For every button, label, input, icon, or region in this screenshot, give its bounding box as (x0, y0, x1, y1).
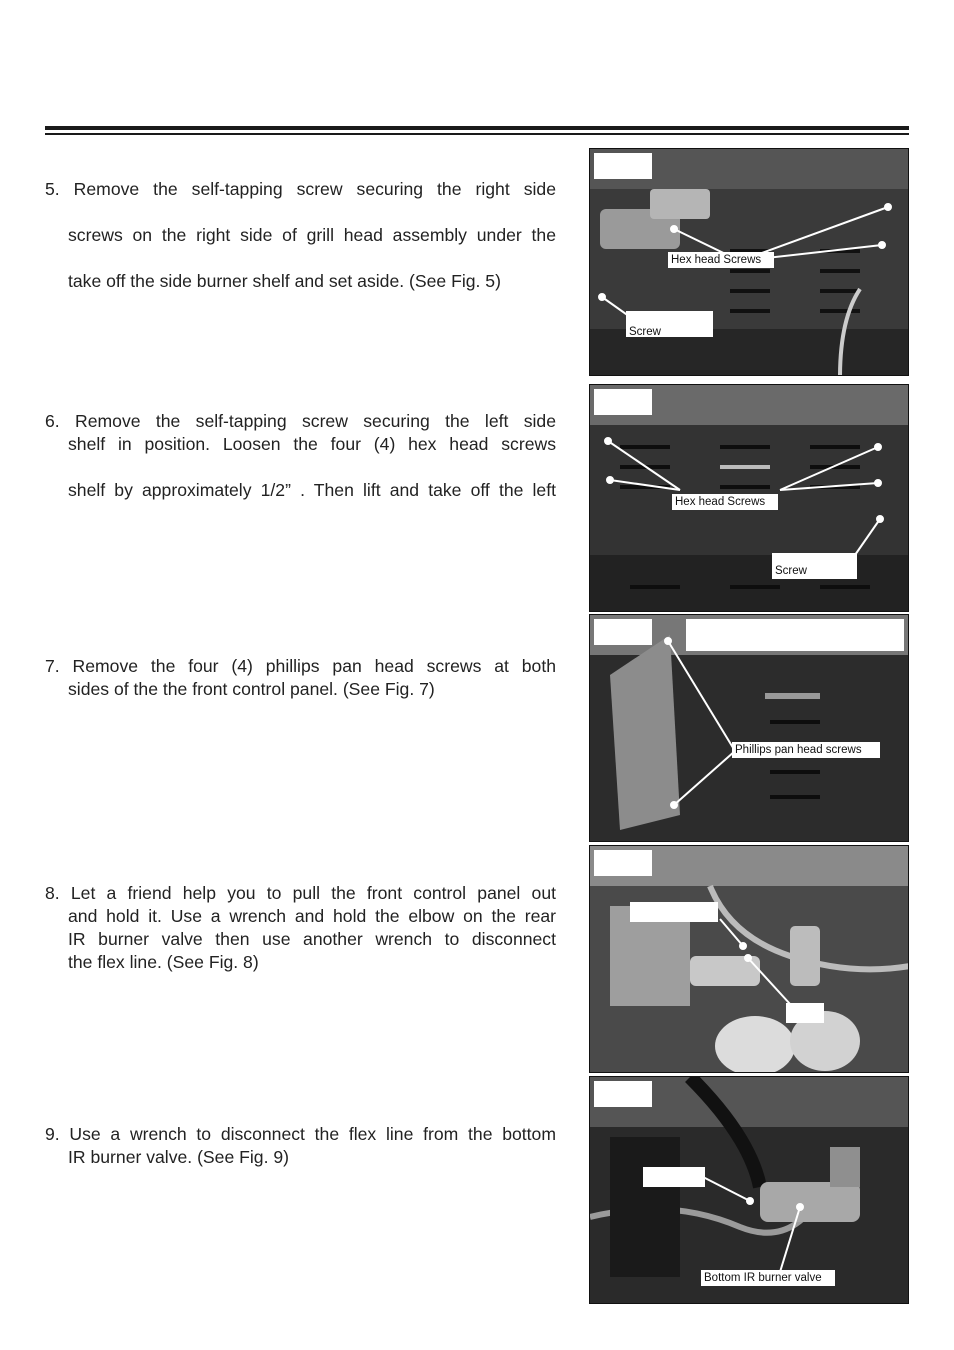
step-7-line-2: sides of the the front control panel. (See Fig. 7) (68, 679, 435, 699)
figure-5-tag (594, 153, 652, 179)
figure-5-label-screw: Screw (626, 311, 713, 337)
figure-9-photo (589, 1076, 909, 1304)
step-8-text (45, 882, 556, 974)
figure-8-photo (589, 845, 909, 1073)
step-6-line-1: 6. Remove the self-tapping screw securing the left side (45, 411, 556, 431)
header-rule-thin (45, 133, 909, 135)
step-6-line-2: shelf in position. Loosen the four (4) hex head screws (68, 434, 556, 454)
figure-6-label-hex-screws: Hex head Screws (672, 494, 778, 510)
figure-6-tag (594, 389, 652, 415)
figure-7-label-phillips-screws: Phillips pan head screws (732, 742, 880, 758)
figure-8-callout-1 (630, 902, 718, 922)
step-5-line-1: 5. Remove the self-tapping screw securing the right side (45, 179, 556, 199)
step-8-line-3: IR burner valve then use another wrench to disconnect (68, 929, 556, 949)
step-9-line-1: 9. Use a wrench to disconnect the flex line from the bottom (45, 1124, 556, 1144)
figure-5-label-hex-screws: Hex head Screws (668, 252, 774, 268)
figure-6-photo (589, 384, 909, 612)
step-7-line-1: 7. Remove the four (4) phillips pan head screws at both (45, 656, 556, 676)
figure-6-label-screw: Screw (772, 553, 857, 579)
step-5-line-2: screws on the right side of grill head assembly under the (68, 225, 556, 245)
figure-7-tag (594, 619, 652, 645)
step-7-text (45, 655, 556, 701)
figure-9-tag (594, 1081, 652, 1107)
step-8-line-4: the flex line. (See Fig. 8) (68, 952, 259, 972)
figure-9-label-bottom-valve: Bottom IR burner valve (701, 1270, 835, 1286)
step-8-line-2: and hold it. Use a wrench and hold the elbow on the rear (68, 906, 556, 926)
figure-7-caption-box (686, 619, 904, 651)
figure-8-tag (594, 850, 652, 876)
step-6-line-3: shelf by approximately 1/2” . Then lift and take off the left (68, 480, 556, 500)
step-8-line-1: 8. Let a friend help you to pull the front control panel out (45, 883, 556, 903)
figure-8-callout-2 (786, 1003, 824, 1023)
step-9-line-2: IR burner valve. (See Fig. 9) (68, 1147, 289, 1167)
step-5-line-3: take off the side burner shelf and set aside. (See Fig. 5) (68, 271, 501, 291)
step-6-text (45, 410, 556, 502)
figure-5-photo (589, 148, 909, 376)
figure-8-illustration (590, 846, 909, 1073)
step-9-text (45, 1123, 556, 1169)
figure-9-callout-1 (643, 1167, 705, 1187)
step-5-text (45, 178, 556, 293)
figure-7-photo (589, 614, 909, 842)
header-rule-thick (45, 126, 909, 130)
